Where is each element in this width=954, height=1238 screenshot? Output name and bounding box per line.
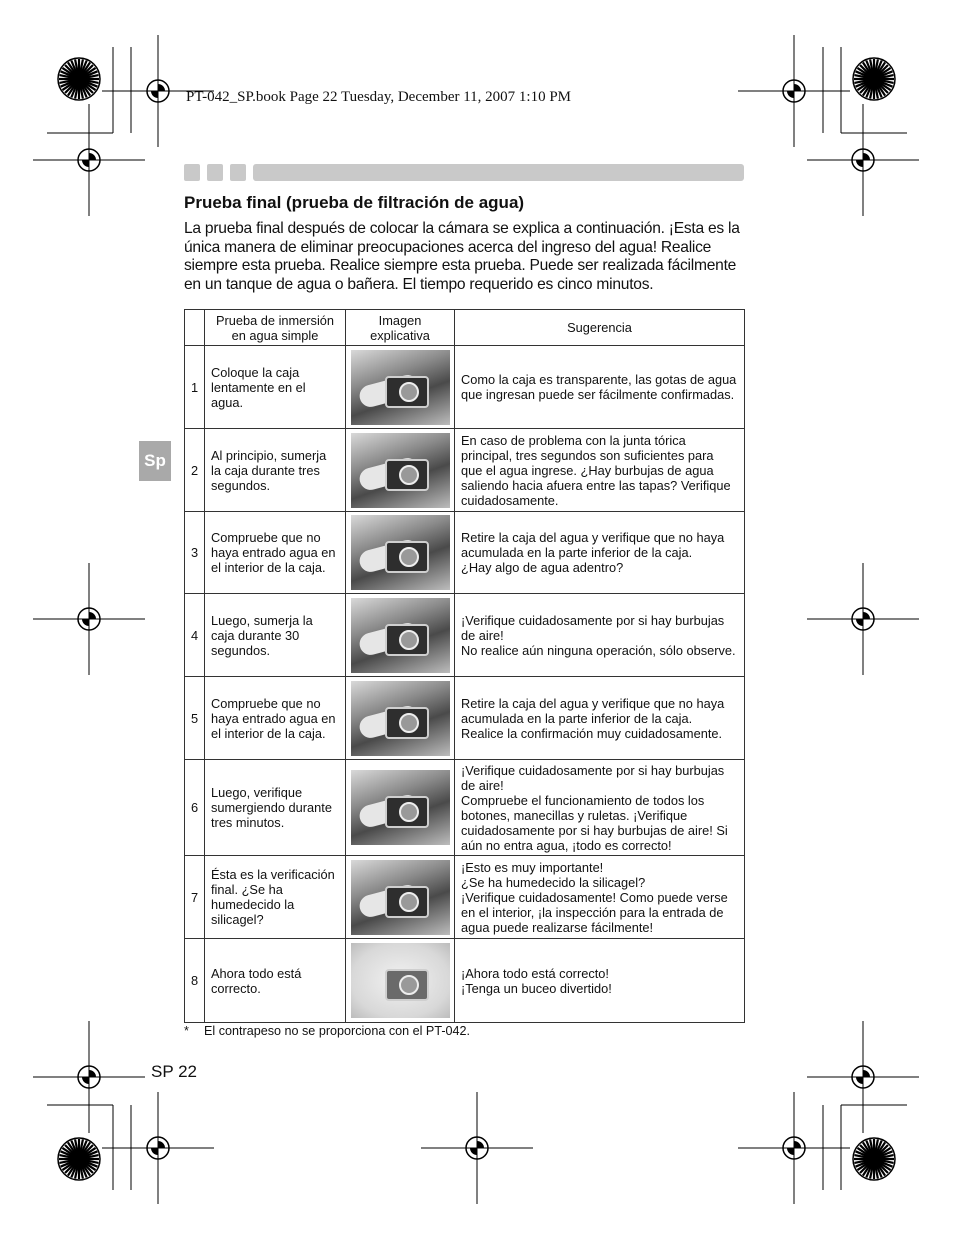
intro-paragraph: La prueba final después de colocar la cámara se explica a continuación. ¡Esta es la única manera de eliminar preocupaciones acerca del ingreso del agua! Realice siempre esta prueba. Realice siempre esta prueba. Puede ser realizada fácilmente en un tanque de agua o bañera. El tiempo requerido es cinco minutos. bbox=[184, 220, 740, 293]
step-text: Al principio, sumerja la caja durante tres segundos. bbox=[205, 429, 346, 512]
step-photo bbox=[346, 346, 455, 429]
step-number: 5 bbox=[185, 677, 205, 760]
water-test-table bbox=[184, 309, 745, 1023]
step-number: 4 bbox=[185, 594, 205, 677]
table-row bbox=[185, 677, 745, 760]
step-hint: ¡Verifique cuidadosamente por si hay burbujas de aire! Compruebe el funcionamiento de todos los botones, manecillas y ruletas. ¡Verifique cuidadosamente por si hay burbujas de aire! Si aún no entra agua, ¡todo es correcto! bbox=[455, 760, 745, 856]
step-number: 7 bbox=[185, 856, 205, 939]
step-number: 1 bbox=[185, 346, 205, 429]
section-title: Prueba final (prueba de filtración de agua) bbox=[184, 193, 525, 212]
step-text: Compruebe que no haya entrado agua en el interior de la caja. bbox=[205, 512, 346, 594]
header-hint: Sugerencia bbox=[455, 310, 745, 346]
page-number: SP 22 bbox=[151, 1062, 198, 1081]
step-photo bbox=[346, 512, 455, 594]
step-photo bbox=[346, 856, 455, 939]
step-hint: ¡Ahora todo está correcto! ¡Tenga un buceo divertido! bbox=[455, 939, 745, 1023]
table-header-row bbox=[185, 310, 745, 346]
step-hint: Retire la caja del agua y verifique que no haya acumulada en la parte inferior de la caja. Realice la confirmación muy cuidadosamente. bbox=[455, 677, 745, 760]
step-number: 2 bbox=[185, 429, 205, 512]
language-tab: Sp bbox=[139, 441, 171, 481]
table-row bbox=[185, 429, 745, 512]
step-number: 8 bbox=[185, 939, 205, 1023]
step-hint: ¡Esto es muy importante! ¿Se ha humedecido la silicagel? ¡Verifique cuidadosamente! Como puede verse en el interior, ¡la inspección para la entrada de agua puede realizarse fácilmente! bbox=[455, 856, 745, 939]
step-photo bbox=[346, 677, 455, 760]
step-hint: Retire la caja del agua y verifique que no haya acumulada en la parte inferior de la caja. ¿Hay algo de agua adentro? bbox=[455, 512, 745, 594]
section-bar bbox=[253, 164, 744, 181]
step-photo bbox=[346, 429, 455, 512]
footnote-text: El contrapeso no se proporciona con el PT-042. bbox=[204, 1024, 471, 1038]
step-number: 6 bbox=[185, 760, 205, 856]
header-step: Prueba de inmersión en agua simple bbox=[205, 310, 346, 346]
step-text: Luego, verifique sumergiendo durante tres minutos. bbox=[205, 760, 346, 856]
print-header: PT-042_SP.book Page 22 Tuesday, December 11, 2007 1:10 PM bbox=[186, 89, 572, 105]
table-row bbox=[185, 856, 745, 939]
step-photo bbox=[346, 939, 455, 1023]
step-text: Ésta es la verificación final. ¿Se ha humedecido la silicagel? bbox=[205, 856, 346, 939]
header-image: Imagen explicativa bbox=[346, 310, 455, 346]
table-row bbox=[185, 346, 745, 429]
step-hint: Como la caja es transparente, las gotas de agua que ingresan puede ser fácilmente confirmadas. bbox=[455, 346, 745, 429]
step-number: 3 bbox=[185, 512, 205, 594]
footnote-marker: * bbox=[184, 1024, 189, 1038]
step-text: Coloque la caja lentamente en el agua. bbox=[205, 346, 346, 429]
step-hint: En caso de problema con la junta tórica principal, tres segundos son suficientes para que el agua ingrese. ¿Hay burbujas de agua saliendo hacia afuera entre las tapas? Verifique cuidadosamente. bbox=[455, 429, 745, 512]
step-text: Luego, sumerja la caja durante 30 segundos. bbox=[205, 594, 346, 677]
table-row bbox=[185, 512, 745, 594]
table-row bbox=[185, 939, 745, 1023]
footnote bbox=[184, 1024, 470, 1038]
table-row bbox=[185, 760, 745, 856]
header-num bbox=[185, 310, 205, 346]
table-row bbox=[185, 594, 745, 677]
step-hint: ¡Verifique cuidadosamente por si hay burbujas de aire! No realice aún ninguna operación, sólo observe. bbox=[455, 594, 745, 677]
step-photo bbox=[346, 594, 455, 677]
step-text: Ahora todo está correcto. bbox=[205, 939, 346, 1023]
step-photo bbox=[346, 760, 455, 856]
step-text: Compruebe que no haya entrado agua en el interior de la caja. bbox=[205, 677, 346, 760]
